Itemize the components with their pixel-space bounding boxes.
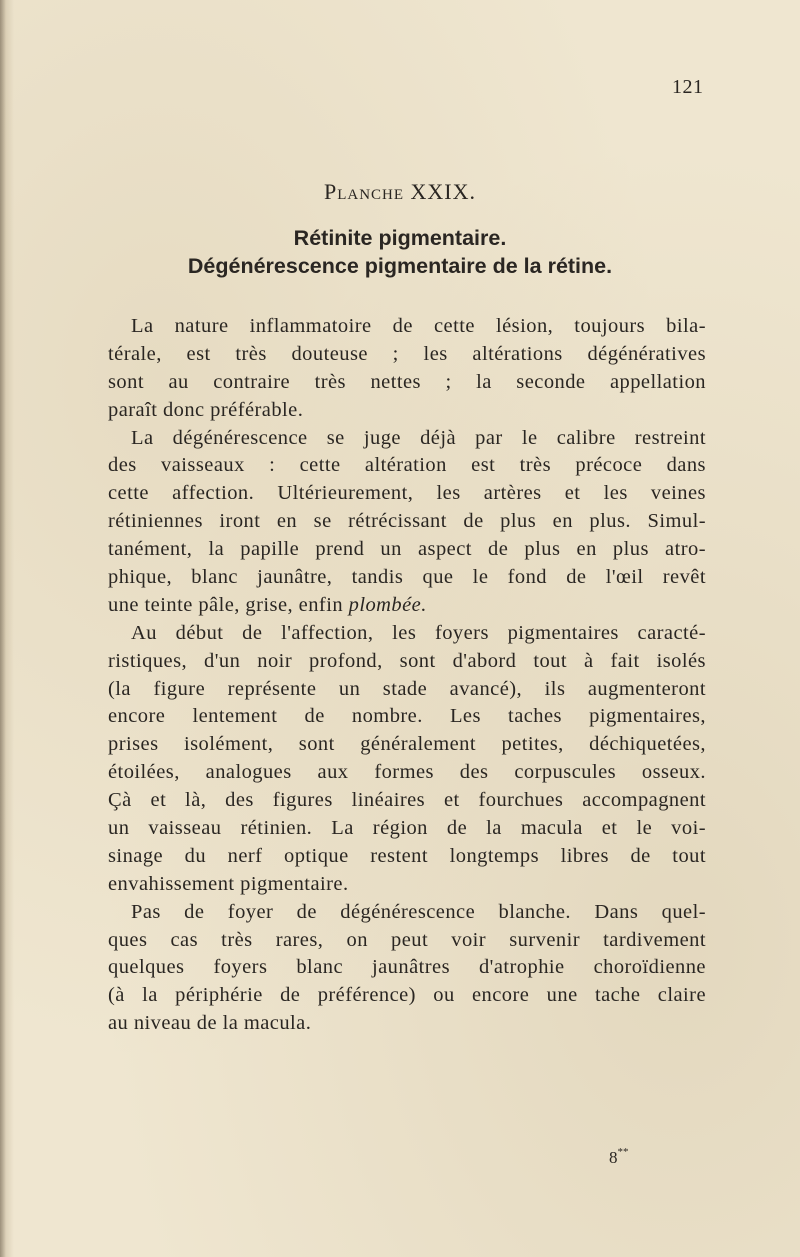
section-title: Rétinite pigmentaire. <box>293 226 507 250</box>
text-line: un vaisseau rétinien. La région de la macula et le voi- <box>108 817 706 840</box>
text-line: Çà et là, des figures linéaires et fourchues accompagnent <box>108 789 706 812</box>
signature-mark: ** <box>617 1146 629 1158</box>
page-number: 121 <box>672 76 704 98</box>
signature-number: 8 <box>609 1148 618 1167</box>
text-line: encore lentement de nombre. Les taches pigmentaires, <box>108 705 706 728</box>
text-line: phique, blanc jaunâtre, tandis que le fond de l'œil revêt <box>108 566 706 589</box>
text-line: ques cas très rares, on peut voir survenir tardivement <box>108 928 706 951</box>
text-line: des vaisseaux : cette altération est très précoce dans <box>108 454 706 477</box>
text-line: térale, est très douteuse ; les altérations dégénératives <box>108 342 706 365</box>
text-line: prises isolément, sont généralement petites, déchiquetées, <box>108 733 706 756</box>
text-line: paraît donc préférable. <box>108 398 304 421</box>
text-line: (la figure représente un stade avancé), ils augmenteront <box>108 677 706 700</box>
text-line: sont au contraire très nettes ; la seconde appellation <box>108 370 706 393</box>
text-line: tanément, la papille prend un aspect de plus en plus atro- <box>108 538 706 561</box>
text-line: Au début de l'affection, les foyers pigmentaires caracté- <box>131 621 706 644</box>
text-fragment: une teinte pâle, grise, enfin <box>108 593 349 616</box>
text-line: (à la périphérie de préférence) ou encore une tache claire <box>108 984 706 1007</box>
printer-signature <box>609 1146 629 1168</box>
text-line: au niveau de la macula. <box>108 1012 312 1035</box>
text-line <box>108 592 706 620</box>
text-line: La dégénérescence se juge déjà par le calibre restreint <box>131 426 706 449</box>
text-line: ristiques, d'un noir profond, sont d'abord tout à fait isolés <box>108 649 706 672</box>
text-line: rétiniennes iront en se rétrécissant de plus en plus. Simul- <box>108 510 706 533</box>
body-text <box>108 313 706 1038</box>
text-line: quelques foyers blanc jaunâtres d'atrophie choroïdienne <box>108 956 706 979</box>
italic-word: plombée. <box>348 593 427 616</box>
plate-title: Planche XXIX. <box>323 179 477 204</box>
text-line: cette affection. Ultérieurement, les artères et les veines <box>108 482 706 505</box>
text-line: La nature inflammatoire de cette lésion, toujours bila- <box>131 315 706 337</box>
text-line: étoilées, analogues aux formes des corpuscules osseux. <box>108 761 706 784</box>
text-line: sinage du nerf optique restent longtemps libres de tout <box>108 844 706 867</box>
text-line: envahissement pigmentaire. <box>108 872 349 895</box>
section-subtitle: Dégénérescence pigmentaire de la rétine. <box>187 254 613 278</box>
text-line: Pas de foyer de dégénérescence blanche. Dans quel- <box>131 900 706 923</box>
